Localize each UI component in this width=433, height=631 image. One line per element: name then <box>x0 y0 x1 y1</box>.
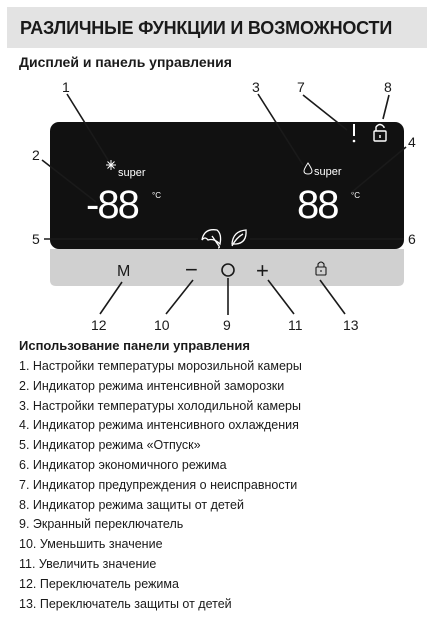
section-header <box>7 7 427 48</box>
callout-3: 3 <box>252 79 260 95</box>
callout-5: 5 <box>32 231 40 247</box>
callout-2: 2 <box>32 147 40 163</box>
list-item: 13. Переключатель защиты от детей <box>19 596 232 611</box>
list-item: 11. Увеличить значение <box>19 556 157 571</box>
list-item: 7. Индикатор предупреждения о неисправности <box>19 477 298 492</box>
callout-1: 1 <box>62 79 70 95</box>
list-item: 9. Экранный переключатель <box>19 517 184 532</box>
list-item: 2. Индикатор режима интенсивной заморозки <box>19 378 285 393</box>
list-item: 5. Индикатор режима «Отпуск» <box>19 438 201 453</box>
fridge-unit: °C <box>351 191 360 200</box>
callout-11: 11 <box>288 317 303 333</box>
list-item: 8. Индикатор режима защиты от детей <box>19 497 244 512</box>
fridge-temperature: 88 <box>297 183 338 227</box>
list-item: 6. Индикатор экономичного режима <box>19 457 227 472</box>
list-item: 10. Уменьшить значение <box>19 537 163 552</box>
callout-line-12 <box>100 282 122 314</box>
legend-list <box>19 357 302 614</box>
display-section-title: Дисплей и панель управления <box>19 54 232 70</box>
callout-9: 9 <box>223 317 231 333</box>
list-item: 12. Переключатель режима <box>19 576 179 591</box>
minus-button[interactable]: − <box>185 257 198 282</box>
list-item: 4. Индикатор режима интенсивного охлаждения <box>19 418 299 433</box>
button-panel <box>50 249 404 286</box>
freezer-temperature: -88 <box>86 183 138 227</box>
control-panel-diagram <box>0 70 433 336</box>
callout-10: 10 <box>154 317 170 333</box>
usage-title: Использование панели управления <box>19 338 250 353</box>
callout-12: 12 <box>91 317 107 333</box>
snowflake-icon <box>106 160 116 170</box>
callout-line-8 <box>383 95 389 119</box>
list-item: 3. Настройки температуры холодильной камеры <box>19 398 301 413</box>
callout-13: 13 <box>343 317 359 333</box>
fridge-super-indicator: super <box>314 166 342 178</box>
list-item: 1. Настройки температуры морозильной камеры <box>19 359 302 373</box>
mode-button[interactable]: M <box>117 263 131 280</box>
callout-4: 4 <box>408 134 416 150</box>
callout-6: 6 <box>408 231 416 247</box>
callout-8: 8 <box>384 79 392 95</box>
page-title: РАЗЛИЧНЫЕ ФУНКЦИИ И ВОЗМОЖНОСТИ <box>20 18 393 38</box>
callout-7: 7 <box>297 79 305 95</box>
plus-button[interactable]: + <box>256 258 269 283</box>
freezer-unit: °C <box>152 191 161 200</box>
freezer-super-indicator: super <box>118 167 146 179</box>
